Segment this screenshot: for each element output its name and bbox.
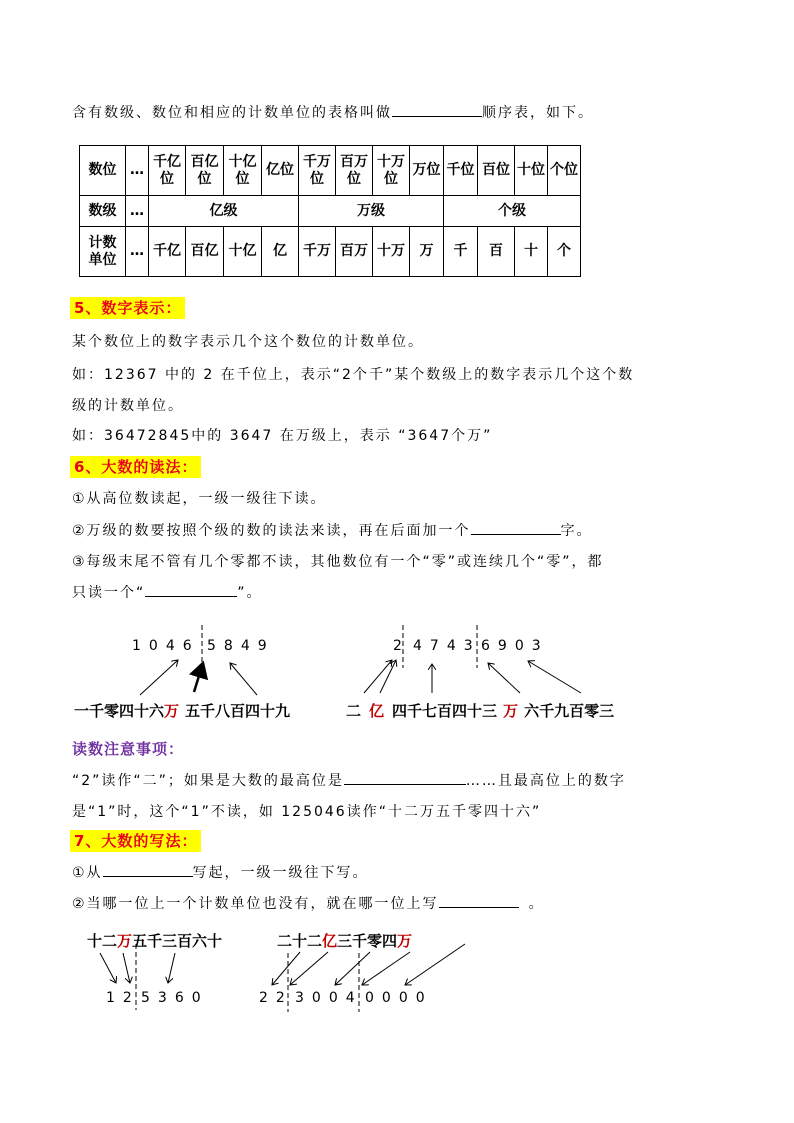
unit-cell: 百亿 <box>186 227 224 277</box>
notes-line2: 是“1”时，这个“1”不读，如 125046读作“十二万五千零四十六” <box>72 804 542 820</box>
intro-text-after: 顺序表，如下。 <box>482 105 594 121</box>
digit-cell: 百位 <box>478 146 515 196</box>
arrow <box>140 660 178 695</box>
level-cell-ge: 个级 <box>444 196 581 227</box>
ex1-reading: 一千零四十六万 五千八百四十九 <box>74 702 291 720</box>
ex4-wan: 万 <box>397 932 413 950</box>
ellipsis-cell: … <box>126 196 149 227</box>
arrow <box>335 952 370 985</box>
ex2-digits-c: 6903 <box>481 638 549 654</box>
sec5-line1: 某个数位上的数字表示几个这个数位的计数单位。 <box>72 334 424 350</box>
sec7-rule1-before: ①从 <box>72 865 103 881</box>
digit-cell: 万位 <box>410 146 444 196</box>
sec6-rule3: ③每级末尾不管有几个零都不读，其他数位有一个“零”或连续几个“零”，都 <box>72 554 604 570</box>
sec6-rule1: ①从高位数读起，一级一级往下读。 <box>72 491 327 507</box>
sec5-line4: 如：36472845中的 3647 在万级上，表示 “3647个万” <box>72 428 493 444</box>
unit-cell: 千万 <box>299 227 336 277</box>
sec6-rule2-before: ②万级的数要按照个级的数的读法来读，再在后面加一个 <box>72 523 471 539</box>
sec5-line3: 级的计数单位。 <box>72 398 184 414</box>
digit-cell: 个位 <box>548 146 581 196</box>
ellipsis-cell: … <box>126 146 149 196</box>
arrow <box>230 663 257 695</box>
row-label-digits: 数位 <box>80 146 126 196</box>
level-cell-wan: 万级 <box>299 196 444 227</box>
ex3-wan: 万 <box>117 932 133 950</box>
unit-cell: 百 <box>478 227 515 277</box>
notes-line1-before: “2”读作“二”；如果是大数的最高位是 <box>72 773 344 789</box>
digit-cell: 千亿位 <box>149 146 186 196</box>
unit-cell: 十万 <box>373 227 410 277</box>
sec6-rule4-after: ”。 <box>237 585 263 601</box>
unit-cell: 百万 <box>336 227 373 277</box>
ex2-wan: 万 <box>503 702 519 720</box>
sec7-rule2-after: 。 <box>528 896 545 912</box>
digit-cell: 千位 <box>444 146 478 196</box>
unit-cell: 千亿 <box>149 227 186 277</box>
ex4-digits-b: 3004 <box>295 990 363 1006</box>
ex4-digits-c: 0000 <box>365 990 433 1006</box>
digit-cell: 十万位 <box>373 146 410 196</box>
level-cell-yi: 亿级 <box>149 196 299 227</box>
unit-cell: 十 <box>515 227 548 277</box>
arrow <box>488 663 520 693</box>
ex2-digits-a: 2 <box>393 638 410 654</box>
sec6-rule4-before: 只读一个“ <box>72 585 146 601</box>
ex3-digits-a: 12 <box>106 990 140 1006</box>
arrow <box>194 663 203 692</box>
ex2-reading: 二 亿 四千七百四十三 万 六千九百零三 <box>346 702 615 720</box>
arrow <box>123 953 130 983</box>
ex1-digits-a: 1046 <box>132 638 200 654</box>
ex4-digits-a: 22 <box>259 990 293 1006</box>
digit-cell: 十位 <box>515 146 548 196</box>
ex2-yi: 亿 <box>369 702 385 720</box>
sec7-rule2-before: ②当哪一位上一个计数单位也没有，就在哪一位上写 <box>72 896 439 912</box>
ex1-digits-b: 5849 <box>207 638 275 654</box>
arrow <box>405 944 465 985</box>
section-5-title: 5、数字表示： <box>70 297 185 319</box>
digit-cell: 十亿位 <box>224 146 262 196</box>
ex4-chinese: 二十二亿三千零四万 <box>277 932 413 950</box>
unit-cell: 个 <box>548 227 581 277</box>
unit-cell: 十亿 <box>224 227 262 277</box>
row-label-levels: 数级 <box>80 196 126 227</box>
ex1-wan: 万 <box>164 702 180 720</box>
notes-title: 读数注意事项： <box>72 740 185 758</box>
intro-text-before: 含有数级、数位和相应的计数单位的表格叫做 <box>72 105 392 121</box>
ex4-yi: 亿 <box>322 932 338 950</box>
ex3-chinese: 十二万五千三百六十 <box>87 932 223 950</box>
sec6-rule2-after: 字。 <box>560 523 593 539</box>
digit-cell: 千万位 <box>299 146 336 196</box>
digit-cell: 百万位 <box>336 146 373 196</box>
unit-cell: 万 <box>410 227 444 277</box>
ex3-digits-b: 5360 <box>141 990 209 1006</box>
arrow <box>100 953 116 983</box>
digit-cell: 百亿位 <box>186 146 224 196</box>
unit-cell: 亿 <box>262 227 299 277</box>
row-label-units: 计数单位 <box>80 227 126 277</box>
arrow <box>168 953 175 983</box>
section-6-title: 6、大数的读法： <box>70 456 201 478</box>
sec7-rule1-after: 写起，一级一级往下写。 <box>192 865 369 881</box>
unit-cell: 千 <box>444 227 478 277</box>
arrow <box>528 661 581 693</box>
digit-cell: 亿位 <box>262 146 299 196</box>
sec5-line2: 如：12367 中的 2 在千位上，表示“2个千”某个数级上的数字表示几个这个数 <box>72 367 635 383</box>
arrow <box>362 952 410 985</box>
ellipsis-cell: … <box>126 227 149 277</box>
section-7-title: 7、大数的写法： <box>70 830 201 852</box>
ex2-digits-b: 4743 <box>413 638 481 654</box>
notes-line1-after: ……且最高位上的数字 <box>465 773 626 789</box>
